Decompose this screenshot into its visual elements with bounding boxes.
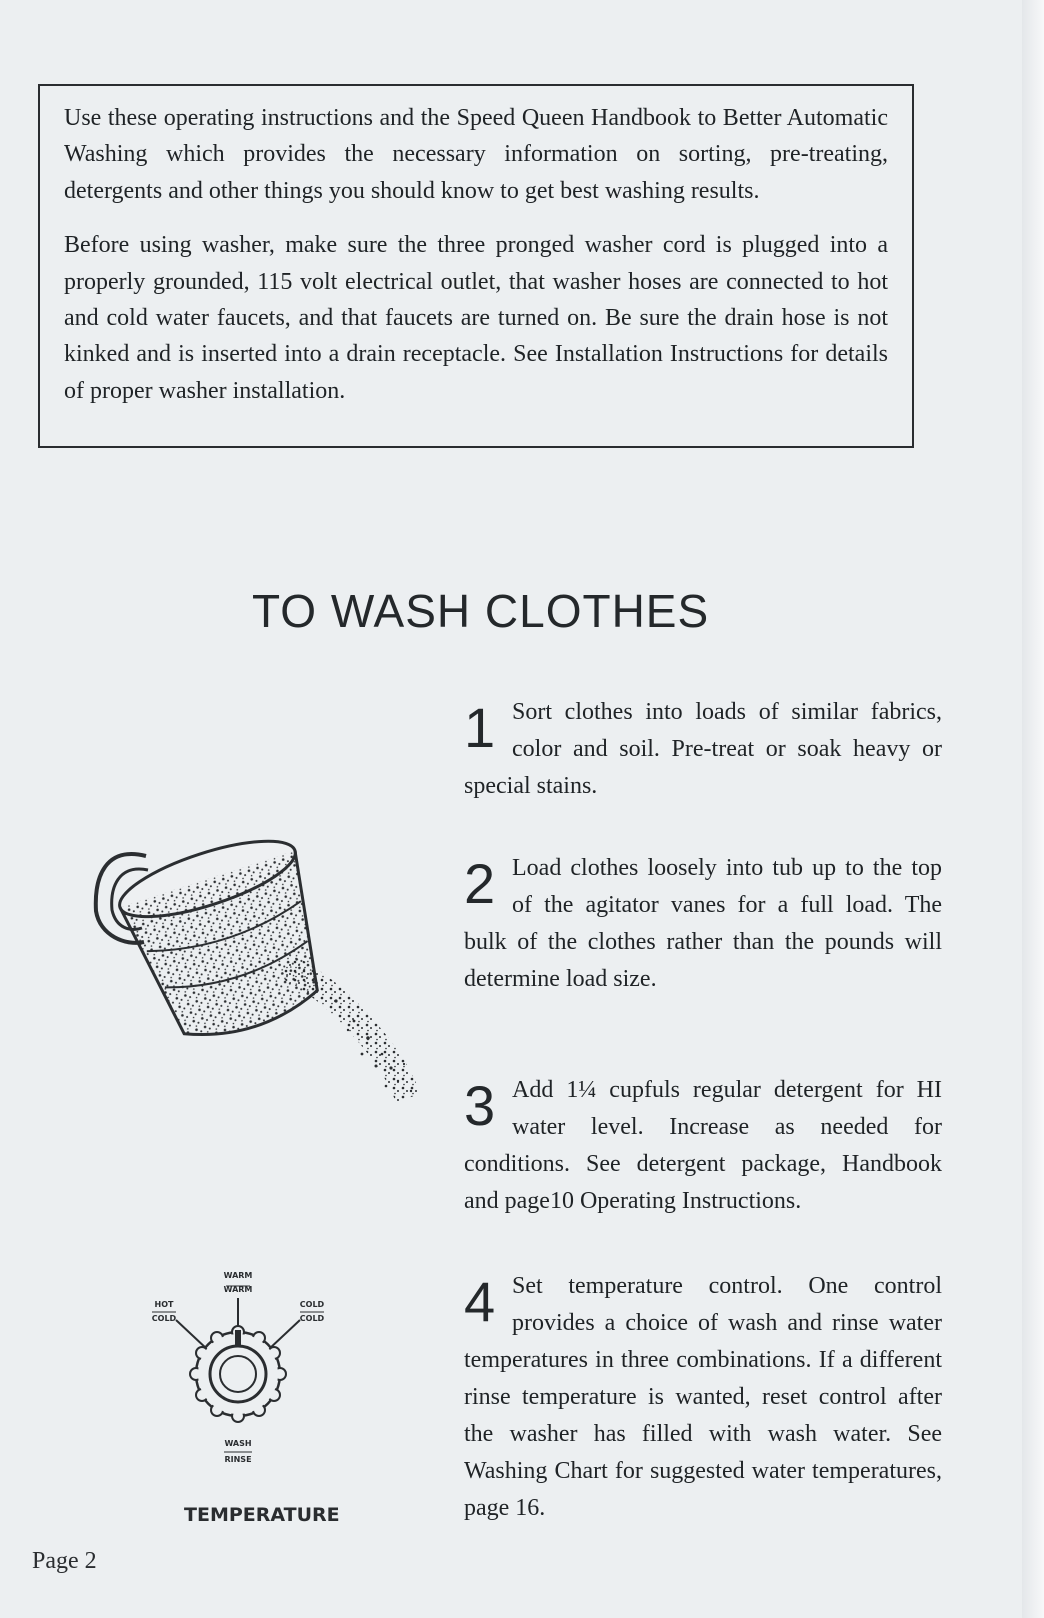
page-number: Page 2 xyxy=(32,1548,97,1574)
dial-right-wash: COLD xyxy=(299,1300,325,1309)
measuring-cup-icon xyxy=(86,816,436,1106)
dial-top-wash: WARM xyxy=(223,1271,253,1280)
step-2 xyxy=(464,850,942,998)
step-4 xyxy=(464,1268,942,1527)
step-number: 3 xyxy=(464,1074,496,1137)
dial-bottom-wash: WASH xyxy=(224,1439,252,1448)
dial-top-rinse: WARM xyxy=(223,1285,253,1294)
step-1 xyxy=(464,694,942,805)
step-text: Add 1¼ cupfuls regular detergent for HI water level. Increase as needed for conditions. See detergent package, Handbook and page10 Operating Instructions. xyxy=(464,1077,942,1214)
notice-paragraph-2: Before using washer, make sure the three pronged washer cord is plugged into a properly grounded, 115 volt electrical outlet, that washer hoses are connected to hot and cold water faucets, and that faucets are turned on. Be sure the drain hose is not kinked and is inserted into a drain receptacle. See Installation Instructions for details of proper washer installation. xyxy=(64,232,888,404)
step-3 xyxy=(464,1072,942,1220)
step-number: 1 xyxy=(464,696,496,759)
step-number: 2 xyxy=(464,852,496,915)
notice-paragraph-1: Use these operating instructions and the Speed Queen Handbook to Better Automatic Washing which provides the necessary information on sorting, pre-treating, detergents and other things you should know to get best washing results. xyxy=(64,105,888,204)
notice-box xyxy=(38,84,914,448)
page-heading: TO WASH CLOTHES xyxy=(252,585,710,637)
dial-bottom-rinse: RINSE xyxy=(224,1455,252,1464)
step-text: Set temperature control. One control provides a choice of wash and rinse water temperatures in three combinations. If a different rinse temperature is wanted, reset control after the washer has filled with wash water. See Washing Chart for suggested water temperatures, page 16. xyxy=(464,1273,942,1521)
page-edge-shadow xyxy=(1022,0,1044,1618)
temperature-label: TEMPERATURE xyxy=(184,1504,340,1526)
dial-right-rinse: COLD xyxy=(299,1314,325,1323)
step-text: Sort clothes into loads of similar fabrics, color and soil. Pre-treat or soak heavy or special stains. xyxy=(464,699,942,799)
dial-left-wash: HOT xyxy=(154,1300,174,1309)
dial-left-rinse: COLD xyxy=(151,1314,177,1323)
step-number: 4 xyxy=(464,1270,496,1333)
step-text: Load clothes loosely into tub up to the top of the agitator vanes for a full load. The bulk of the clothes rather than the pounds will determine load size. xyxy=(464,855,942,992)
temperature-dial-icon xyxy=(140,1250,370,1530)
